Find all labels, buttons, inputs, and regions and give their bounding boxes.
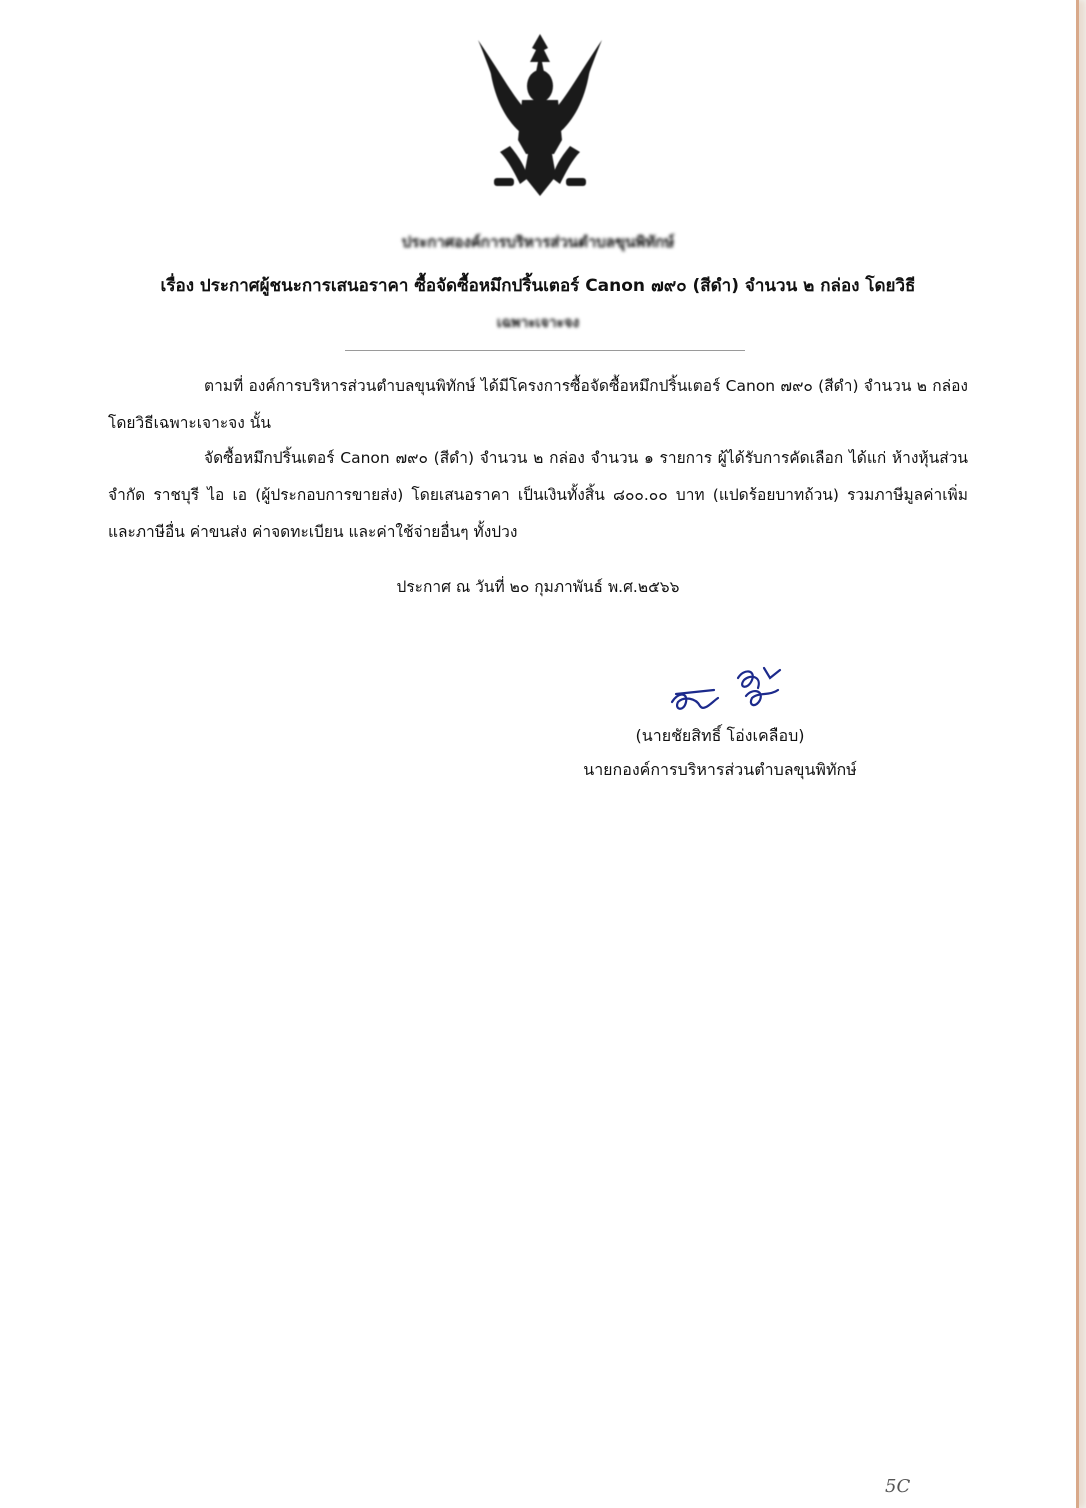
body-paragraph-2: จัดซื้อหมึกปริ้นเตอร์ Canon ๗๙๐ (สีดำ) จำนวน ๒ กล่อง จำนวน ๑ รายการ ผู้ได้รับการคัดเลือก ได้แก่ ห้างหุ้นส่วนจำกัด ราชบุรี ไอ เอ (ผู้ประกอบการขายส่ง) โดยเสนอราคา เป็นเงินทั้งสิ้น ๘๐๐.๐๐ บาท (แปดร้อยบาทถ้วน) รวมภาษีมูลค่าเพิ่ม และภาษีอื่น ค่าขนส่ง ค่าจดทะเบียน และค่าใช้จ่ายอื่นๆ ทั้งปวง — [108, 449, 968, 541]
signer-position: นายกองค์การบริหารส่วนตำบลขุนพิทักษ์ — [583, 760, 857, 779]
heading-divider — [345, 350, 745, 351]
announcement-date: ประกาศ ณ วันที่ ๒๐ กุมภาพันธ์ พ.ศ.๒๕๖๖ — [396, 578, 680, 596]
handwritten-signature — [660, 662, 790, 722]
page-mark: 5C — [885, 1476, 911, 1497]
issuer-title: ประกาศองค์การบริหารส่วนตำบลขุนพิทักษ์ — [401, 233, 675, 251]
signer-name: (นายชัยสิทธิ์ โอ่งเคลือบ) — [635, 726, 805, 745]
method-line: เฉพาะเจาะจง — [496, 315, 580, 331]
body-paragraph-1: ตามที่ องค์การบริหารส่วนตำบลขุนพิทักษ์ ได้มีโครงการซื้อจัดซื้อหมึกปริ้นเตอร์ Canon ๗๙๐ (สีดำ) จำนวน ๒ กล่อง โดยวิธีเฉพาะเจาะจง นั้น — [108, 377, 968, 432]
subject-line: เรื่อง ประกาศผู้ชนะการเสนอราคา ซื้อจัดซื้อหมึกปริ้นเตอร์ Canon ๗๙๐ (สีดำ) จำนวน ๒ กล่อง โดยวิธี — [160, 276, 916, 296]
garuda-emblem-icon — [470, 28, 610, 200]
